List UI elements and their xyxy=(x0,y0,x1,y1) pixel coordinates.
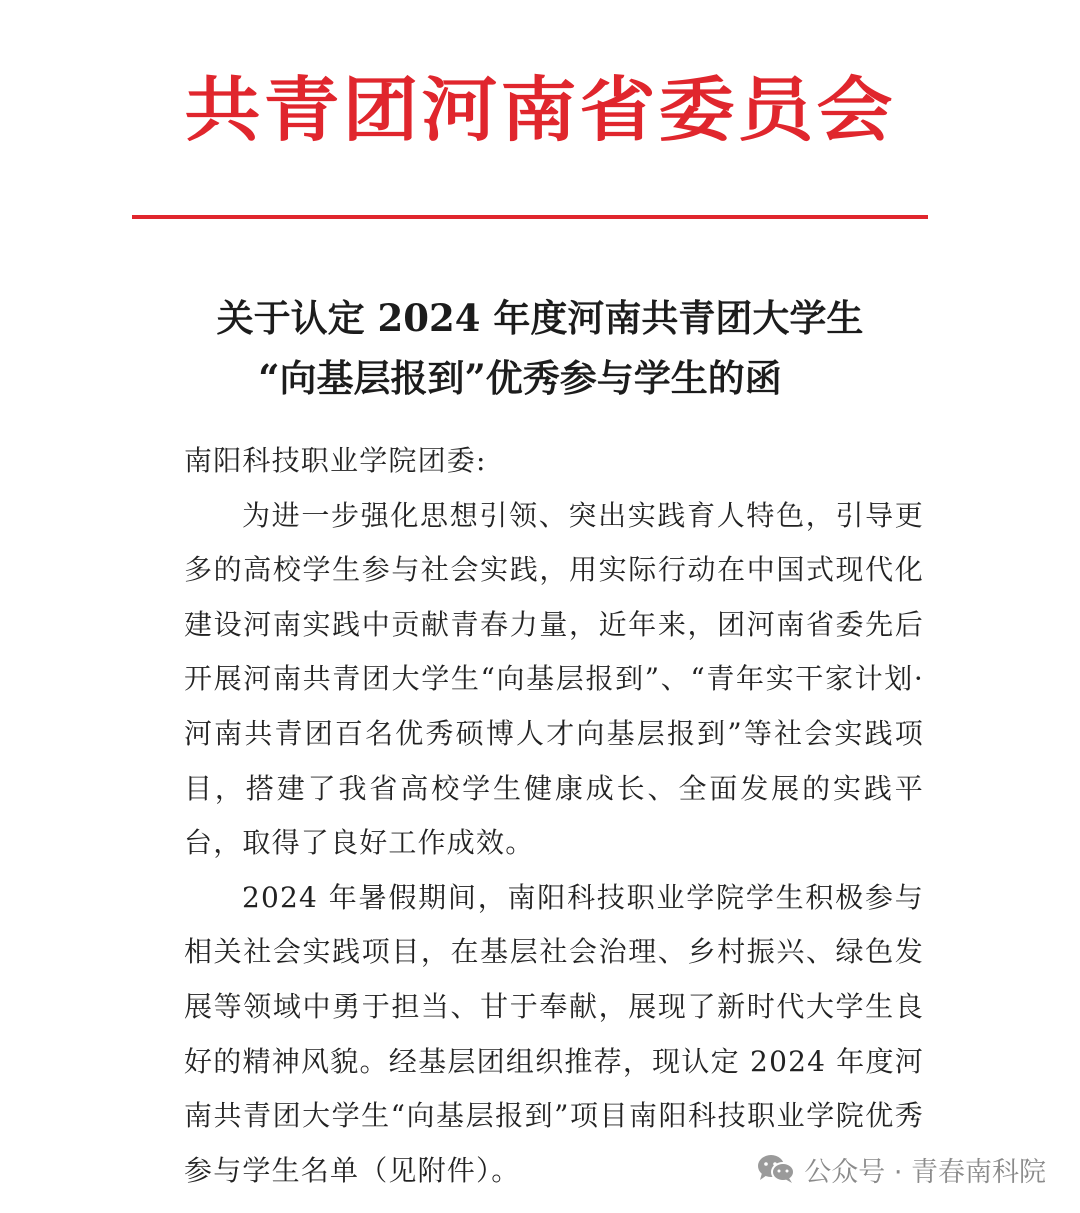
letterhead-title: 共青团河南省委员会 xyxy=(184,68,896,151)
paragraph: 为进一步强化思想引领、突出实践育人特色，引导更多的高校学生参与社会实践，用实际行动在中国式现代化建设河南实践中贡献青春力量，近年来，团河南省委先后开展河南共青团大学生“向基层报到”、“青年实干家计划·河南共青团百名优秀硕博人才向基层报到”等社会实践项目，搭建了我省高校学生健康成长、全面发展的实践平台，取得了良好工作成效。 xyxy=(184,498,924,860)
title-line-2: “向基层报到”优秀参与学生的函 xyxy=(258,356,782,400)
salutation: 南阳科技职业学院团委: xyxy=(184,444,487,477)
letterhead-divider xyxy=(132,215,928,219)
paragraph: 2024 年暑假期间，南阳科技职业学院学生积极参与相关社会实践项目，在基层社会治理、乡村振兴、绿色发展等领域中勇于担当、甘于奉献，展现了新时代大学生良好的精神风貌。经基层团组织推荐，现认定 2024 年度河南共青团大学生“向基层报到”项目南阳科技职业学院优秀参与学生名单（见附件）。 xyxy=(184,880,924,1187)
document-body xyxy=(184,434,924,1198)
document-title xyxy=(0,288,1080,408)
watermark-text: 公众号 · 青春南科院 xyxy=(804,1156,1046,1188)
title-line-1: 关于认定 2024 年度河南共青团大学生 xyxy=(216,296,864,340)
wechat-watermark xyxy=(756,1147,1046,1191)
wechat-icon xyxy=(756,1153,796,1185)
